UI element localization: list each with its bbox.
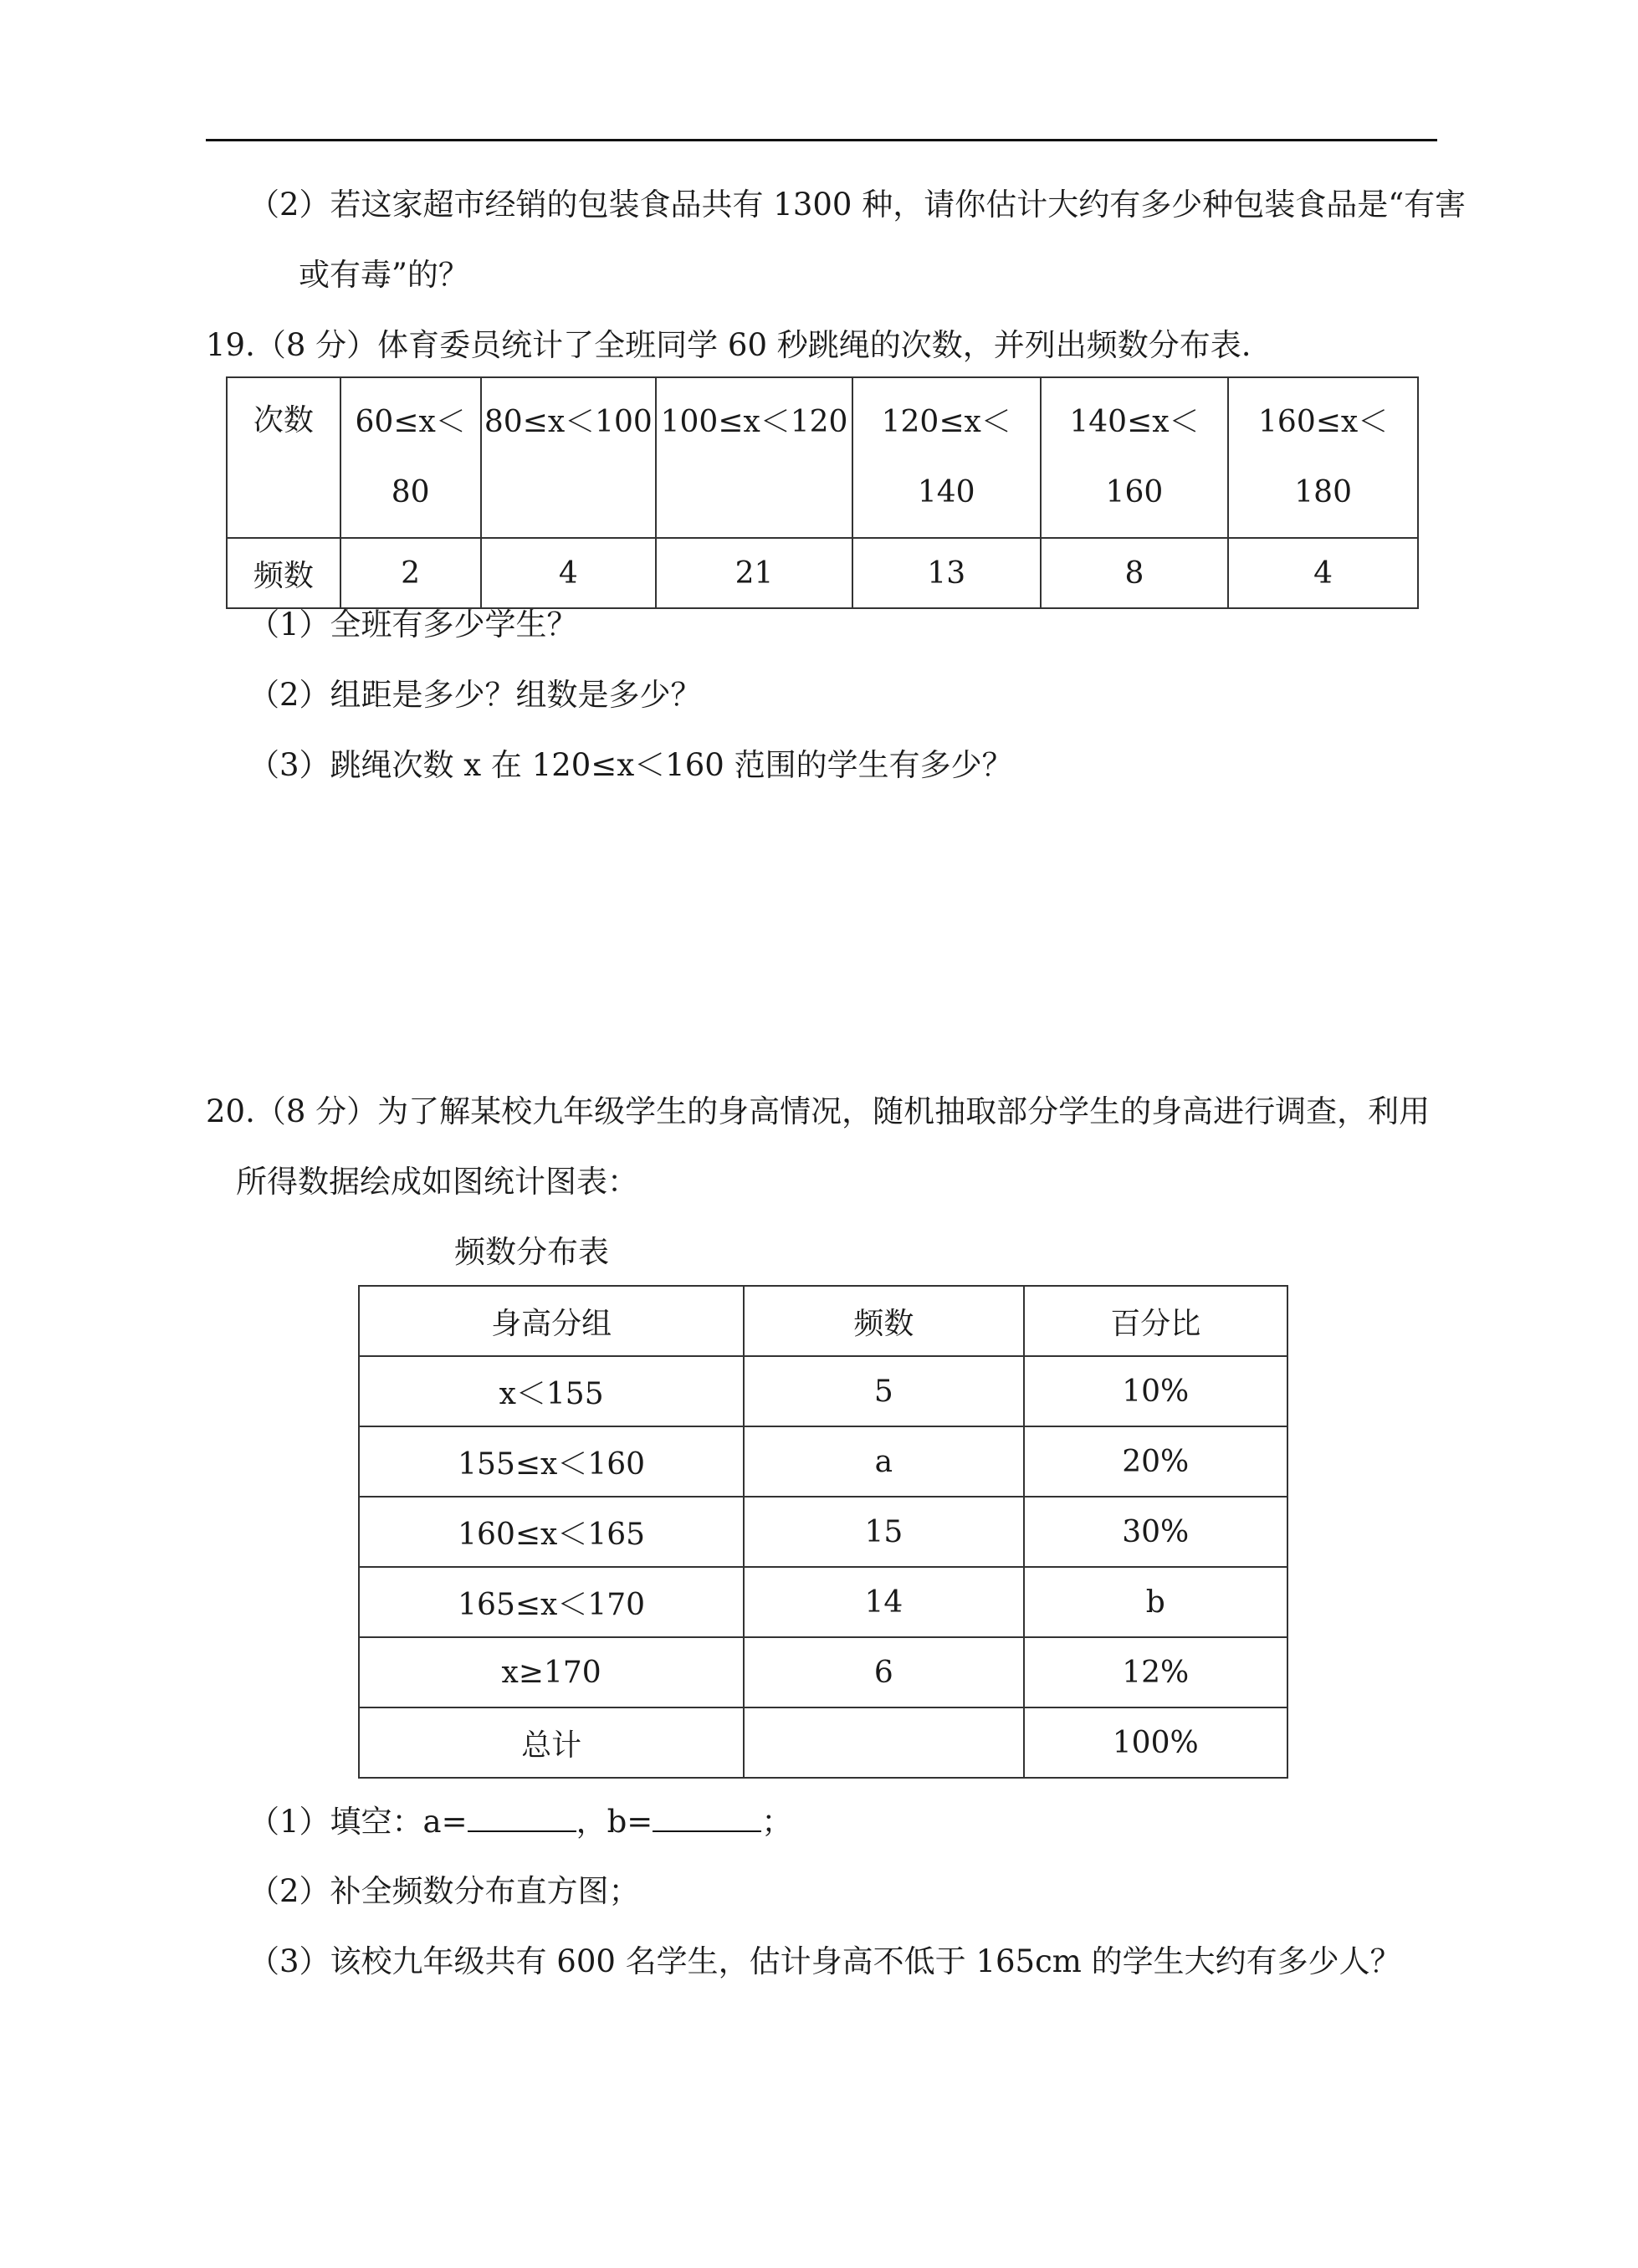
q20-percent-cell: 30% bbox=[1024, 1497, 1288, 1567]
q19-frequency-cell: 2 bbox=[340, 538, 481, 608]
q20-group-cell: 总计 bbox=[359, 1707, 744, 1778]
q19-row-header-count: 次数 bbox=[227, 377, 340, 538]
q19-interval-cell: 140≤x＜ 160 bbox=[1041, 377, 1229, 538]
q20-group-cell: 160≤x＜165 bbox=[359, 1497, 744, 1567]
q20-group-cell: 165≤x＜170 bbox=[359, 1567, 744, 1637]
q20-part3: （3）该校九年级共有 600 名学生，估计身高不低于 165cm 的学生大约有多少人？ bbox=[248, 1943, 1401, 1979]
q20-frequency-cell: 14 bbox=[744, 1567, 1023, 1637]
q20-stem-line2: 所得数据绘成如图统计图表： bbox=[236, 1164, 638, 1200]
q20-group-cell: x＜155 bbox=[359, 1356, 744, 1426]
q19-interval-cell: 160≤x＜ 180 bbox=[1228, 377, 1418, 538]
q19-part3: （3）跳绳次数 x 在 120≤x＜160 范围的学生有多少？ bbox=[248, 747, 1013, 783]
q19-frequency-cell: 4 bbox=[1228, 538, 1418, 608]
q20-percent-cell: 100% bbox=[1024, 1707, 1288, 1778]
q20-part1: （1）填空：a= ，b= ； bbox=[248, 1804, 793, 1840]
header-rule bbox=[206, 139, 1437, 141]
q19-frequency-cell: 21 bbox=[656, 538, 852, 608]
q19-frequency-cell: 8 bbox=[1041, 538, 1229, 608]
q20-percent-cell: 20% bbox=[1024, 1426, 1288, 1497]
q19-interval-cell: 120≤x＜ 140 bbox=[852, 377, 1041, 538]
q18-part2-line1: （2）若这家超市经销的包装食品共有 1300 种，请你估计大约有多少种包装食品是“有害 bbox=[248, 187, 1467, 223]
q20-frequency-cell: 6 bbox=[744, 1637, 1023, 1707]
table-row bbox=[359, 1637, 1287, 1707]
q20-header-cell: 身高分组 bbox=[359, 1286, 744, 1356]
q20-header-cell: 百分比 bbox=[1024, 1286, 1288, 1356]
q20-frequency-cell: 15 bbox=[744, 1497, 1023, 1567]
q20-group-cell: x≥170 bbox=[359, 1637, 744, 1707]
q20-part2: （2）补全频数分布直方图； bbox=[248, 1873, 640, 1909]
q19-row-header-frequency: 频数 bbox=[227, 538, 340, 608]
answer-blank-a[interactable] bbox=[468, 1805, 576, 1832]
q19-frequency-cell: 13 bbox=[852, 538, 1041, 608]
q20-group-cell: 155≤x＜160 bbox=[359, 1426, 744, 1497]
q19-interval-cell: 60≤x＜ 80 bbox=[340, 377, 481, 538]
q19-stem: 19.（8 分）体育委员统计了全班同学 60 秒跳绳的次数，并列出频数分布表. bbox=[206, 327, 1252, 363]
q20-stem-line1: 20.（8 分）为了解某校九年级学生的身高情况，随机抽取部分学生的身高进行调查，利用 bbox=[206, 1093, 1431, 1129]
table-row bbox=[359, 1567, 1287, 1637]
q20-frequency-cell: a bbox=[744, 1426, 1023, 1497]
q20-percent-cell: b bbox=[1024, 1567, 1288, 1637]
q20-frequency-cell: 5 bbox=[744, 1356, 1023, 1426]
q18-part2-line2: 或有毒”的？ bbox=[299, 257, 469, 293]
table-row bbox=[359, 1707, 1287, 1778]
q20-percent-cell: 10% bbox=[1024, 1356, 1288, 1426]
q19-frequency-table bbox=[226, 376, 1419, 609]
q20-header-cell: 频数 bbox=[744, 1286, 1023, 1356]
table-row bbox=[359, 1497, 1287, 1567]
q19-interval-cell: 80≤x＜100 bbox=[481, 377, 657, 538]
answer-blank-b[interactable] bbox=[653, 1805, 761, 1832]
q20-table-title: 频数分布表 bbox=[454, 1234, 609, 1270]
q20-percent-cell: 12% bbox=[1024, 1637, 1288, 1707]
q19-part1: （1）全班有多少学生？ bbox=[248, 607, 578, 643]
q19-interval-cell: 100≤x＜120 bbox=[656, 377, 852, 538]
table-row bbox=[359, 1356, 1287, 1426]
q20-frequency-cell bbox=[744, 1707, 1023, 1778]
table-row bbox=[359, 1426, 1287, 1497]
q20-frequency-table bbox=[358, 1285, 1288, 1779]
q19-part2: （2）组距是多少？组数是多少？ bbox=[248, 677, 702, 713]
q19-frequency-cell: 4 bbox=[481, 538, 657, 608]
